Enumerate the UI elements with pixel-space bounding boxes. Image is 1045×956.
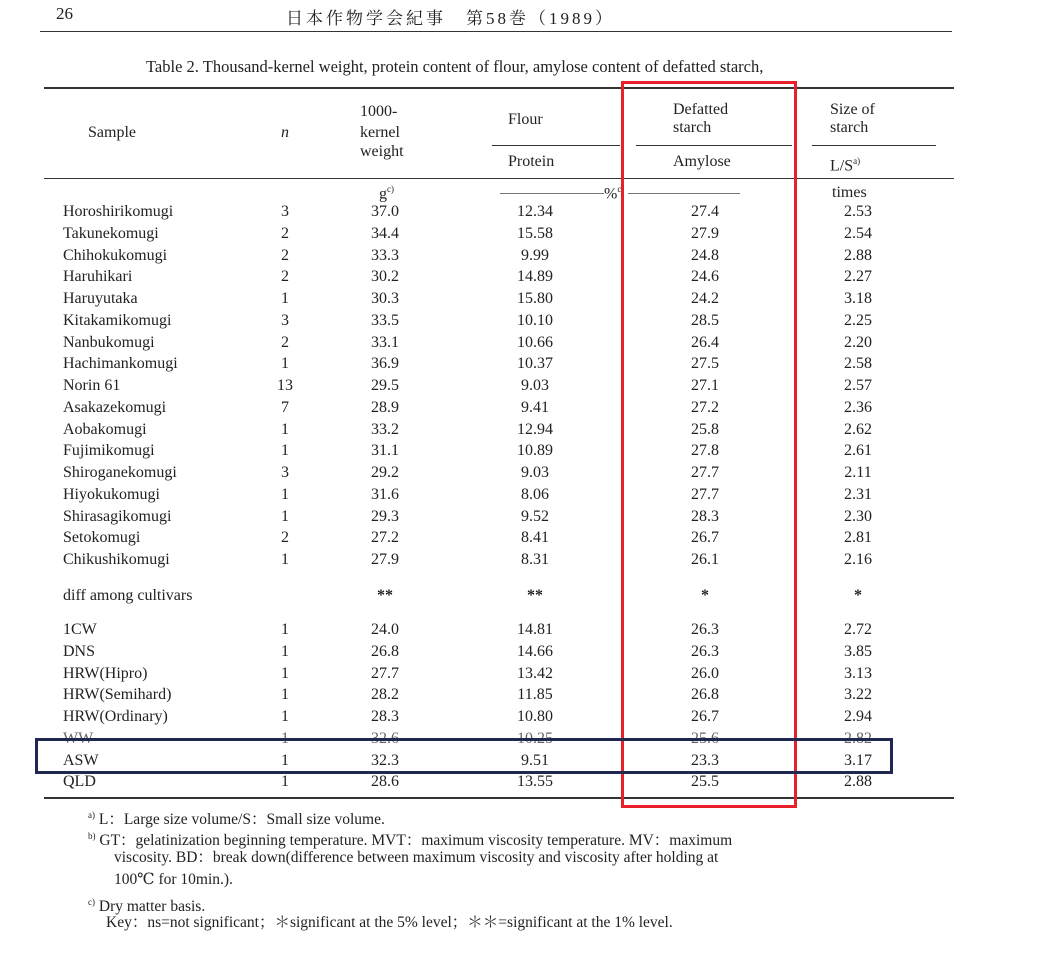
footnote-b-line3: 100℃ for 10min.).: [114, 871, 233, 888]
table-row: [0, 643, 1045, 665]
header-flour: Flour: [508, 111, 543, 128]
cell-amylose: 27.7: [691, 485, 719, 503]
cell-protein: 10.89: [517, 442, 553, 460]
cell-n: 2: [281, 268, 289, 286]
footnote-c-text: Dry matter basis.: [98, 898, 206, 916]
cell-sample: Shirasagikomugi: [63, 507, 172, 525]
diff-protein: **: [527, 587, 543, 604]
cell-protein: 8.06: [521, 485, 549, 503]
header-defatted-line1: Defatted: [673, 101, 729, 118]
table-row: [0, 225, 1045, 247]
table-row: [0, 508, 1045, 530]
cell-weight: 32.3: [371, 751, 399, 769]
cell-amylose: 27.1: [691, 377, 719, 394]
cell-protein: 14.89: [517, 268, 553, 286]
cell-ls: 2.88: [844, 246, 872, 264]
table-row: [0, 334, 1045, 356]
cell-amylose: 27.8: [691, 442, 719, 460]
cell-protein: 8.41: [521, 529, 549, 547]
cell-amylose: 26.3: [691, 621, 719, 638]
cell-amylose: 27.2: [691, 398, 719, 416]
cell-weight: 30.3: [371, 290, 399, 307]
cell-n: 1: [281, 751, 289, 769]
cell-weight: 28.3: [371, 708, 399, 725]
cell-amylose: 26.4: [691, 333, 719, 351]
cell-protein: 14.81: [517, 621, 553, 638]
cell-sample: Haruyutaka: [63, 290, 138, 307]
cell-ls: 2.53: [844, 203, 872, 220]
cell-weight: 27.7: [371, 664, 399, 682]
asw-row-highlight: [35, 738, 893, 774]
footnote-b-text-1: GT：gelatinization beginning temperature. MVT：maximum viscosity temperature. MV：maximum: [99, 832, 733, 850]
unit-percent-label: %: [604, 185, 618, 203]
table-bottom-rule: [44, 797, 954, 799]
cell-amylose: 23.3: [691, 751, 719, 769]
diff-amylose: *: [701, 587, 709, 604]
cell-weight: 29.3: [371, 507, 399, 525]
footnote-c-mark: c): [88, 897, 95, 907]
cell-n: 2: [281, 529, 289, 547]
footnote-b-mark: b): [88, 831, 96, 841]
cell-n: 1: [281, 686, 289, 704]
cell-protein: 10.66: [517, 333, 553, 351]
cell-sample: HRW(Hipro): [63, 664, 148, 682]
percent-dash-left: [500, 193, 604, 194]
table-row: [0, 665, 1045, 687]
table-row: [0, 268, 1045, 290]
cell-protein: 10.37: [517, 355, 553, 373]
cell-ls: 2.81: [844, 529, 872, 547]
cell-n: 2: [281, 224, 289, 242]
table-row: [0, 529, 1045, 551]
cell-weight: 27.2: [371, 529, 399, 547]
table-row: [0, 312, 1045, 334]
table-top-rule: [44, 87, 954, 89]
cell-n: 3: [281, 311, 289, 329]
cell-protein: 9.52: [521, 507, 549, 525]
cell-ls: 2.54: [844, 224, 872, 242]
header-protein: Protein: [508, 153, 555, 170]
unit-percent-sup: c): [617, 184, 625, 194]
table-row: [0, 355, 1045, 377]
cell-ls: 3.13: [844, 664, 872, 682]
header-ls: [830, 153, 860, 174]
cell-protein: 9.41: [521, 398, 549, 416]
cell-sample: Setokomugi: [63, 529, 141, 547]
cell-weight: 36.9: [371, 355, 399, 373]
table-caption: Table 2. Thousand-kernel weight, protein content of flour, amylose content of defatted starch,: [146, 57, 764, 76]
cell-amylose: 27.5: [691, 355, 719, 373]
cell-amylose: 25.8: [691, 420, 719, 438]
cell-sample: Chikushikomugi: [63, 551, 170, 568]
cell-ls: 2.94: [844, 708, 872, 725]
cell-weight: 29.2: [371, 464, 399, 481]
cell-ls: 2.58: [844, 355, 872, 373]
cell-protein: 13.55: [517, 773, 553, 791]
cell-amylose: 27.9: [691, 224, 719, 242]
cell-n: 1: [281, 664, 289, 682]
unit-weight: [379, 184, 394, 203]
cell-n: 1: [281, 507, 289, 525]
cell-sample: HRW(Semihard): [63, 686, 172, 704]
cell-amylose: 26.7: [691, 529, 719, 547]
diff-row: [0, 587, 1045, 609]
cell-protein: 10.25: [517, 729, 553, 747]
cell-sample: HRW(Ordinary): [63, 708, 168, 725]
cell-n: 1: [281, 621, 289, 638]
cell-weight: 24.0: [371, 621, 399, 638]
cell-protein: 9.51: [521, 751, 549, 769]
cell-ls: 3.22: [844, 686, 872, 704]
unit-times: times: [832, 184, 867, 201]
table-row: [0, 464, 1045, 486]
cell-n: 1: [281, 708, 289, 725]
cell-ls: 2.25: [844, 311, 872, 329]
cell-sample: Takunekomugi: [63, 224, 159, 242]
cell-weight: 34.4: [371, 224, 399, 242]
table-row: [0, 486, 1045, 508]
cell-n: 1: [281, 420, 289, 438]
footnote-b-line2: viscosity. BD：break down(difference between maximum viscosity and viscosity after holding at: [114, 849, 719, 866]
diff-label: diff among cultivars: [63, 587, 193, 604]
cell-ls: 2.31: [844, 485, 872, 503]
cell-amylose: 27.4: [691, 203, 719, 220]
cell-ls: 2.88: [844, 773, 872, 791]
cell-ls: 2.27: [844, 268, 872, 286]
cell-ls: 3.85: [844, 642, 872, 660]
table-row: [0, 247, 1045, 269]
header-defatted-line2: starch: [673, 119, 712, 136]
cell-ls: 2.57: [844, 377, 872, 394]
cell-amylose: 26.3: [691, 642, 719, 660]
cell-amylose: 26.0: [691, 664, 719, 682]
table-row: [0, 551, 1045, 573]
cell-ls: 2.20: [844, 333, 872, 351]
diff-weight: **: [377, 587, 393, 604]
table-row: [0, 421, 1045, 443]
cell-sample: Hachimankomugi: [63, 355, 178, 373]
cell-amylose: 28.3: [691, 507, 719, 525]
cell-sample: Aobakomugi: [63, 420, 147, 438]
cell-protein: 9.03: [521, 464, 549, 481]
cell-amylose: 24.8: [691, 246, 719, 264]
cell-ls: 2.72: [844, 621, 872, 638]
footnote-a-mark: a): [88, 810, 95, 820]
amylose-column-highlight: [621, 81, 797, 808]
header-size-line2: starch: [830, 119, 869, 136]
table-row: [0, 686, 1045, 708]
size-subrule: [812, 145, 936, 146]
unit-weight-label: g: [379, 185, 387, 203]
cell-ls: 2.62: [844, 420, 872, 438]
diff-ls: *: [854, 587, 862, 604]
cell-protein: 15.80: [517, 290, 553, 307]
cell-protein: 15.58: [517, 224, 553, 242]
header-amylose: Amylose: [673, 153, 731, 170]
cell-sample: Kitakamikomugi: [63, 311, 172, 329]
cell-protein: 9.99: [521, 246, 549, 264]
header-sample: Sample: [88, 124, 136, 141]
header-size-line1: Size of: [830, 101, 875, 118]
cell-ls: 2.30: [844, 507, 872, 525]
cell-n: 2: [281, 246, 289, 264]
cell-n: 1: [281, 442, 289, 460]
cell-n: 1: [281, 485, 289, 503]
header-bottom-rule: [44, 178, 954, 179]
cell-weight: 33.1: [371, 333, 399, 351]
table-row: [0, 442, 1045, 464]
cell-n: 1: [281, 773, 289, 791]
cell-weight: 30.2: [371, 268, 399, 286]
table-row: [0, 708, 1045, 730]
cell-sample: Nanbukomugi: [63, 333, 155, 351]
cell-protein: 14.66: [517, 642, 553, 660]
cell-weight: 28.9: [371, 398, 399, 416]
cell-weight: 33.3: [371, 246, 399, 264]
cell-sample: QLD: [63, 773, 96, 791]
cell-sample: Hiyokukomugi: [63, 485, 160, 503]
cell-n: 1: [281, 290, 289, 307]
header-weight-line3: weight: [360, 143, 404, 160]
cell-weight: 29.5: [371, 377, 399, 394]
cell-weight: 33.2: [371, 420, 399, 438]
cell-n: 1: [281, 355, 289, 373]
cell-protein: 10.10: [517, 311, 553, 329]
cell-ls: 2.36: [844, 398, 872, 416]
cell-sample: Chihokukomugi: [63, 246, 168, 264]
cell-protein: 8.31: [521, 551, 549, 568]
journal-header: 日本作物学会紀事 第58巻（1989）: [286, 9, 615, 28]
page-number: 26: [56, 4, 73, 23]
cell-protein: 9.03: [521, 377, 549, 394]
cell-ls: 2.82: [844, 729, 872, 747]
header-ls-sup: a): [853, 156, 861, 166]
table-row: [0, 399, 1045, 421]
cell-n: 7: [281, 398, 289, 416]
cell-amylose: 24.2: [691, 290, 719, 307]
cell-sample: Shiroganekomugi: [63, 464, 177, 481]
cell-n: 3: [281, 203, 289, 220]
cell-protein: 12.34: [517, 203, 553, 220]
cell-weight: 31.1: [371, 442, 399, 460]
table-row: [0, 203, 1045, 225]
cell-n: 2: [281, 333, 289, 351]
cell-amylose: 24.6: [691, 268, 719, 286]
table-row: [0, 621, 1045, 643]
cell-weight: 31.6: [371, 485, 399, 503]
cell-weight: 37.0: [371, 203, 399, 220]
header-n: n: [281, 124, 289, 141]
cell-weight: 26.8: [371, 642, 399, 660]
cell-ls: 2.16: [844, 551, 872, 568]
flour-subrule: [492, 145, 620, 146]
cell-sample: Fujimikomugi: [63, 442, 155, 460]
header-weight-line2: kernel: [360, 124, 400, 141]
cell-n: 1: [281, 729, 289, 747]
cell-ls: 2.11: [844, 464, 872, 481]
cell-sample: DNS: [63, 642, 96, 660]
cell-amylose: 25.6: [691, 729, 719, 747]
unit-weight-sup: c): [387, 184, 394, 194]
cell-sample: ASW: [63, 751, 99, 769]
footnote-a-text: L：Large size volume/S：Small size volume.: [98, 811, 385, 829]
footnote-key: Key：ns=not significant；＊significant at the 5% level；＊＊=significant at the 1% level.: [106, 914, 673, 931]
cell-ls: 3.18: [844, 290, 872, 307]
cell-amylose: 26.7: [691, 708, 719, 725]
cell-n: 13: [277, 377, 293, 394]
cell-n: 3: [281, 464, 289, 481]
cell-amylose: 25.5: [691, 773, 719, 791]
cell-weight: 33.5: [371, 311, 399, 329]
table-row: [0, 290, 1045, 312]
header-weight-line1: 1000-: [360, 103, 398, 120]
cell-protein: 12.94: [517, 420, 553, 438]
cell-sample: 1CW: [63, 621, 97, 638]
cell-amylose: 26.1: [691, 551, 719, 568]
cell-sample: Asakazekomugi: [63, 398, 167, 416]
table-row: [0, 377, 1045, 399]
cell-n: 1: [281, 551, 289, 568]
cell-protein: 13.42: [517, 664, 553, 682]
header-ls-label: L/S: [830, 157, 854, 175]
cell-sample: Horoshirikomugi: [63, 203, 174, 220]
cell-sample: Haruhikari: [63, 268, 133, 286]
cell-amylose: 26.8: [691, 686, 719, 704]
cell-sample: Norin 61: [63, 377, 121, 394]
cell-ls: 3.17: [844, 751, 872, 769]
cell-ls: 2.61: [844, 442, 872, 460]
cell-weight: 28.2: [371, 686, 399, 704]
cell-weight: 27.9: [371, 551, 399, 568]
cell-weight: 28.6: [371, 773, 399, 791]
header-rule: [40, 31, 952, 32]
cell-amylose: 27.7: [691, 464, 719, 481]
cell-sample: WW: [63, 729, 94, 747]
cell-weight: 32.6: [371, 729, 399, 747]
cell-protein: 10.80: [517, 708, 553, 725]
cell-amylose: 28.5: [691, 311, 719, 329]
table-row: [0, 773, 1045, 795]
cell-n: 1: [281, 642, 289, 660]
cell-protein: 11.85: [517, 686, 553, 704]
